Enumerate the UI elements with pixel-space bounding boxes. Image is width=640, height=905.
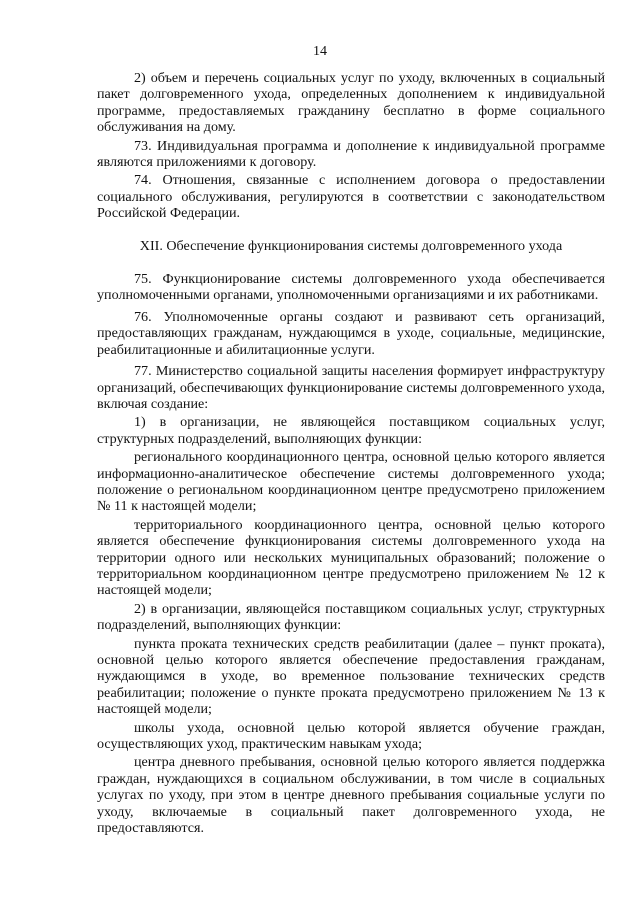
paragraph-regional-center: регионального координационного центра, основной целью которого является информационно-аналитическое обеспечение системы долговременного ухода; положение о региональном координационном центре предусмотрено приложением № 11 к настоящей модели;	[97, 449, 605, 515]
paragraph-72-item-2: 2) объем и перечень социальных услуг по уходу, включенных в социальный пакет долговременного ухода, определенных дополнением к индивидуальной программе, предоставляемых гражданину бесплатно в форме социального обслуживания на дому.	[97, 70, 605, 136]
paragraph-day-center: центра дневного пребывания, основной целью которого является поддержка граждан, нуждающихся в социальном обслуживании, в том числе в социальных услугах по уходу, при этом в центре дневного пребывания социальные услуги по уходу, включаемые в социальный пакет долговременного ухода, не предоставляются.	[97, 754, 605, 837]
page-number: 14	[313, 44, 327, 59]
paragraph-77-item-2: 2) в организации, являющейся поставщиком социальных услуг, структурных подразделений, выполняющих функции:	[97, 600, 605, 634]
paragraph-territorial-center: территориального координационного центра, основной целью которого является обеспечение функционирования системы долговременного ухода на территории одного или нескольких муниципальных образований; положение о территориальном координационном центре предусмотрено приложением № 12 к настоящей модели;	[97, 516, 605, 599]
paragraph-76: 76. Уполномоченные органы создают и развивают сеть организаций, предоставляющих гражданам, нуждающимся в уходе, социальные, медицинские, реабилитационные и абилитационные услуги.	[97, 308, 605, 358]
paragraph-rental-point: пункта проката технических средств реабилитации (далее – пункт проката), основной целью которого является обеспечение предоставления гражданам, нуждающимся в уходе, во временное пользование технических средств реабилитации; положение о пункте проката предусмотрено приложением № 13 к настоящей модели;	[97, 635, 605, 718]
paragraph-77: 77. Министерство социальной защиты населения формирует инфраструктуру организаций, обеспечивающих функционирование системы долговременного ухода, включая создание:	[97, 363, 605, 412]
paragraph-74: 74. Отношения, связанные с исполнением договора о предоставлении социального обслуживания, регулируются в соответствии с законодательством Российской Федерации.	[97, 172, 605, 222]
paragraph-care-school: школы ухода, основной целью которой является обучение граждан, осуществляющих уход, практическим навыкам ухода;	[97, 719, 605, 753]
document-body	[97, 70, 605, 836]
paragraph-73: 73. Индивидуальная программа и дополнение к индивидуальной программе являются приложениями к договору.	[97, 137, 605, 171]
section-heading: XII. Обеспечение функционирования системы долговременного ухода	[139, 237, 563, 254]
paragraph-75: 75. Функционирование системы долговременного ухода обеспечивается уполномоченными органами, уполномоченными организациями и их работниками.	[97, 271, 605, 304]
paragraph-77-item-1: 1) в организации, не являющейся поставщиком социальных услуг, структурных подразделений, выполняющих функции:	[97, 414, 605, 447]
